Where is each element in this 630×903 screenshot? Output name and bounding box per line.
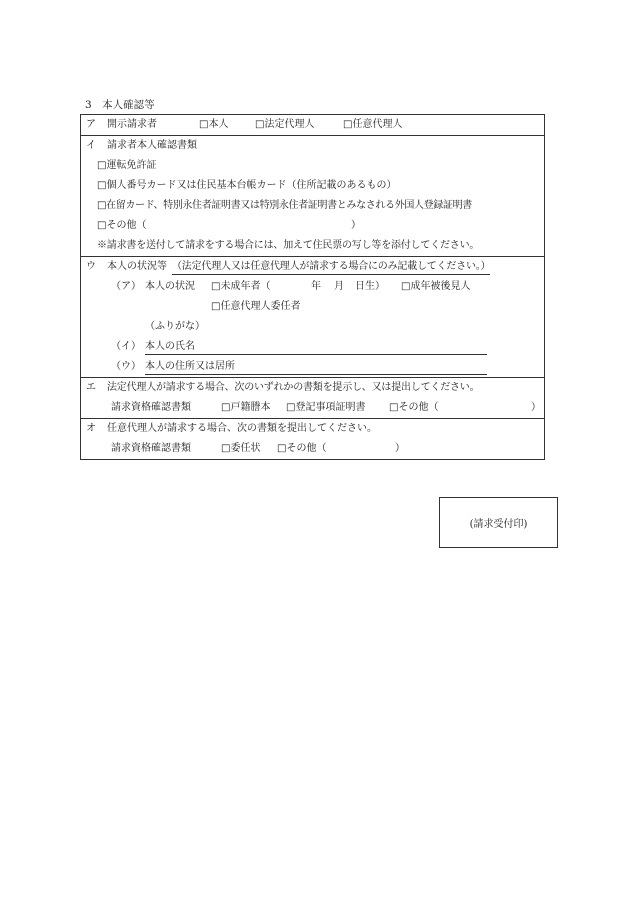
principal-status-label: 本人の状況等 <box>107 261 167 272</box>
birth-year-label: 年 <box>311 281 321 292</box>
furigana-label: （ふりがな） <box>145 321 205 332</box>
principal-address-field[interactable]: 本人の住所又は居所 <box>145 359 487 375</box>
checkbox-my-number-card[interactable]: □個人番号カード又は住民基本台帳カード（住所記載のあるもの） <box>97 180 397 191</box>
section-principal-status <box>81 256 544 377</box>
checkbox-self[interactable]: □本人 <box>199 119 229 130</box>
principal-name-field[interactable]: 本人の氏名 <box>145 339 487 355</box>
section-marker: イ <box>86 140 96 151</box>
section-marker: エ <box>86 382 96 393</box>
legal-agent-instruction: 法定代理人が請求する場合、次のいずれかの書類を提示し、又は提出してください。 <box>107 382 480 393</box>
section-id-documents <box>81 135 544 256</box>
checkbox-other-id[interactable]: □その他（ <box>97 220 147 231</box>
checkbox-adult-ward[interactable]: □成年被後見人 <box>401 281 471 292</box>
sub-marker-u: （ウ） <box>111 361 141 372</box>
section-heading: 3 本人確認等 <box>85 99 155 111</box>
checkbox-other-voluntary-doc[interactable]: □その他（ <box>277 443 327 454</box>
sub-marker-i: （イ） <box>111 341 141 352</box>
birth-month-label: 月 <box>334 281 344 292</box>
checkbox-minor[interactable]: □未成年者（ <box>211 281 271 292</box>
voluntary-agent-instruction: 任意代理人が請求する場合、次の書類を提出してください。 <box>107 423 377 434</box>
section-legal-agent-docs <box>81 377 544 418</box>
section-requester <box>81 115 544 135</box>
section-marker: オ <box>86 423 96 434</box>
checkbox-power-of-attorney[interactable]: □委任状 <box>221 443 261 454</box>
principal-condition-label: 本人の状況 <box>145 281 195 292</box>
section-marker: ウ <box>86 261 96 272</box>
checkbox-family-register[interactable]: □戸籍謄本 <box>221 402 271 413</box>
qualification-docs-label: 請求資格確認書類 <box>111 443 191 454</box>
reception-stamp-label: (請求受付印) <box>469 519 528 530</box>
checkbox-residence-card[interactable]: □在留カード、特別永住者証明書又は特別永住者証明書とみなされる外国人登録証明書 <box>97 200 472 211</box>
requester-label: 開示請求者 <box>107 119 157 130</box>
identity-verification-form <box>80 114 545 460</box>
section-marker: ア <box>86 119 96 130</box>
checkbox-drivers-license[interactable]: □運転免許証 <box>97 160 157 171</box>
checkbox-voluntary-agent[interactable]: □任意代理人 <box>343 119 403 130</box>
section-voluntary-agent-docs <box>81 418 544 459</box>
sub-marker-a: （ア） <box>111 281 141 292</box>
id-documents-label: 請求者本人確認書類 <box>107 140 197 151</box>
other-legal-doc-close: ） <box>531 402 541 413</box>
checkbox-legal-agent[interactable]: □法定代理人 <box>255 119 315 130</box>
checkbox-other-legal-doc[interactable]: □その他（ <box>389 402 439 413</box>
other-voluntary-doc-close: ） <box>395 443 405 454</box>
birth-day-label: 日生） <box>355 281 385 292</box>
principal-status-note: （法定代理人又は任意代理人が請求する場合にのみ記載してください。） <box>172 259 490 275</box>
reception-stamp-box <box>439 497 558 548</box>
checkbox-delegator[interactable]: □任意代理人委任者 <box>211 301 301 312</box>
qualification-docs-label: 請求資格確認書類 <box>111 402 191 413</box>
mail-note: ※請求書を送付して請求をする場合には、加えて住民票の写し等を添付してください。 <box>97 240 480 251</box>
checkbox-registry-certificate[interactable]: □登記事項証明書 <box>286 402 366 413</box>
other-id-close: ） <box>351 220 361 231</box>
